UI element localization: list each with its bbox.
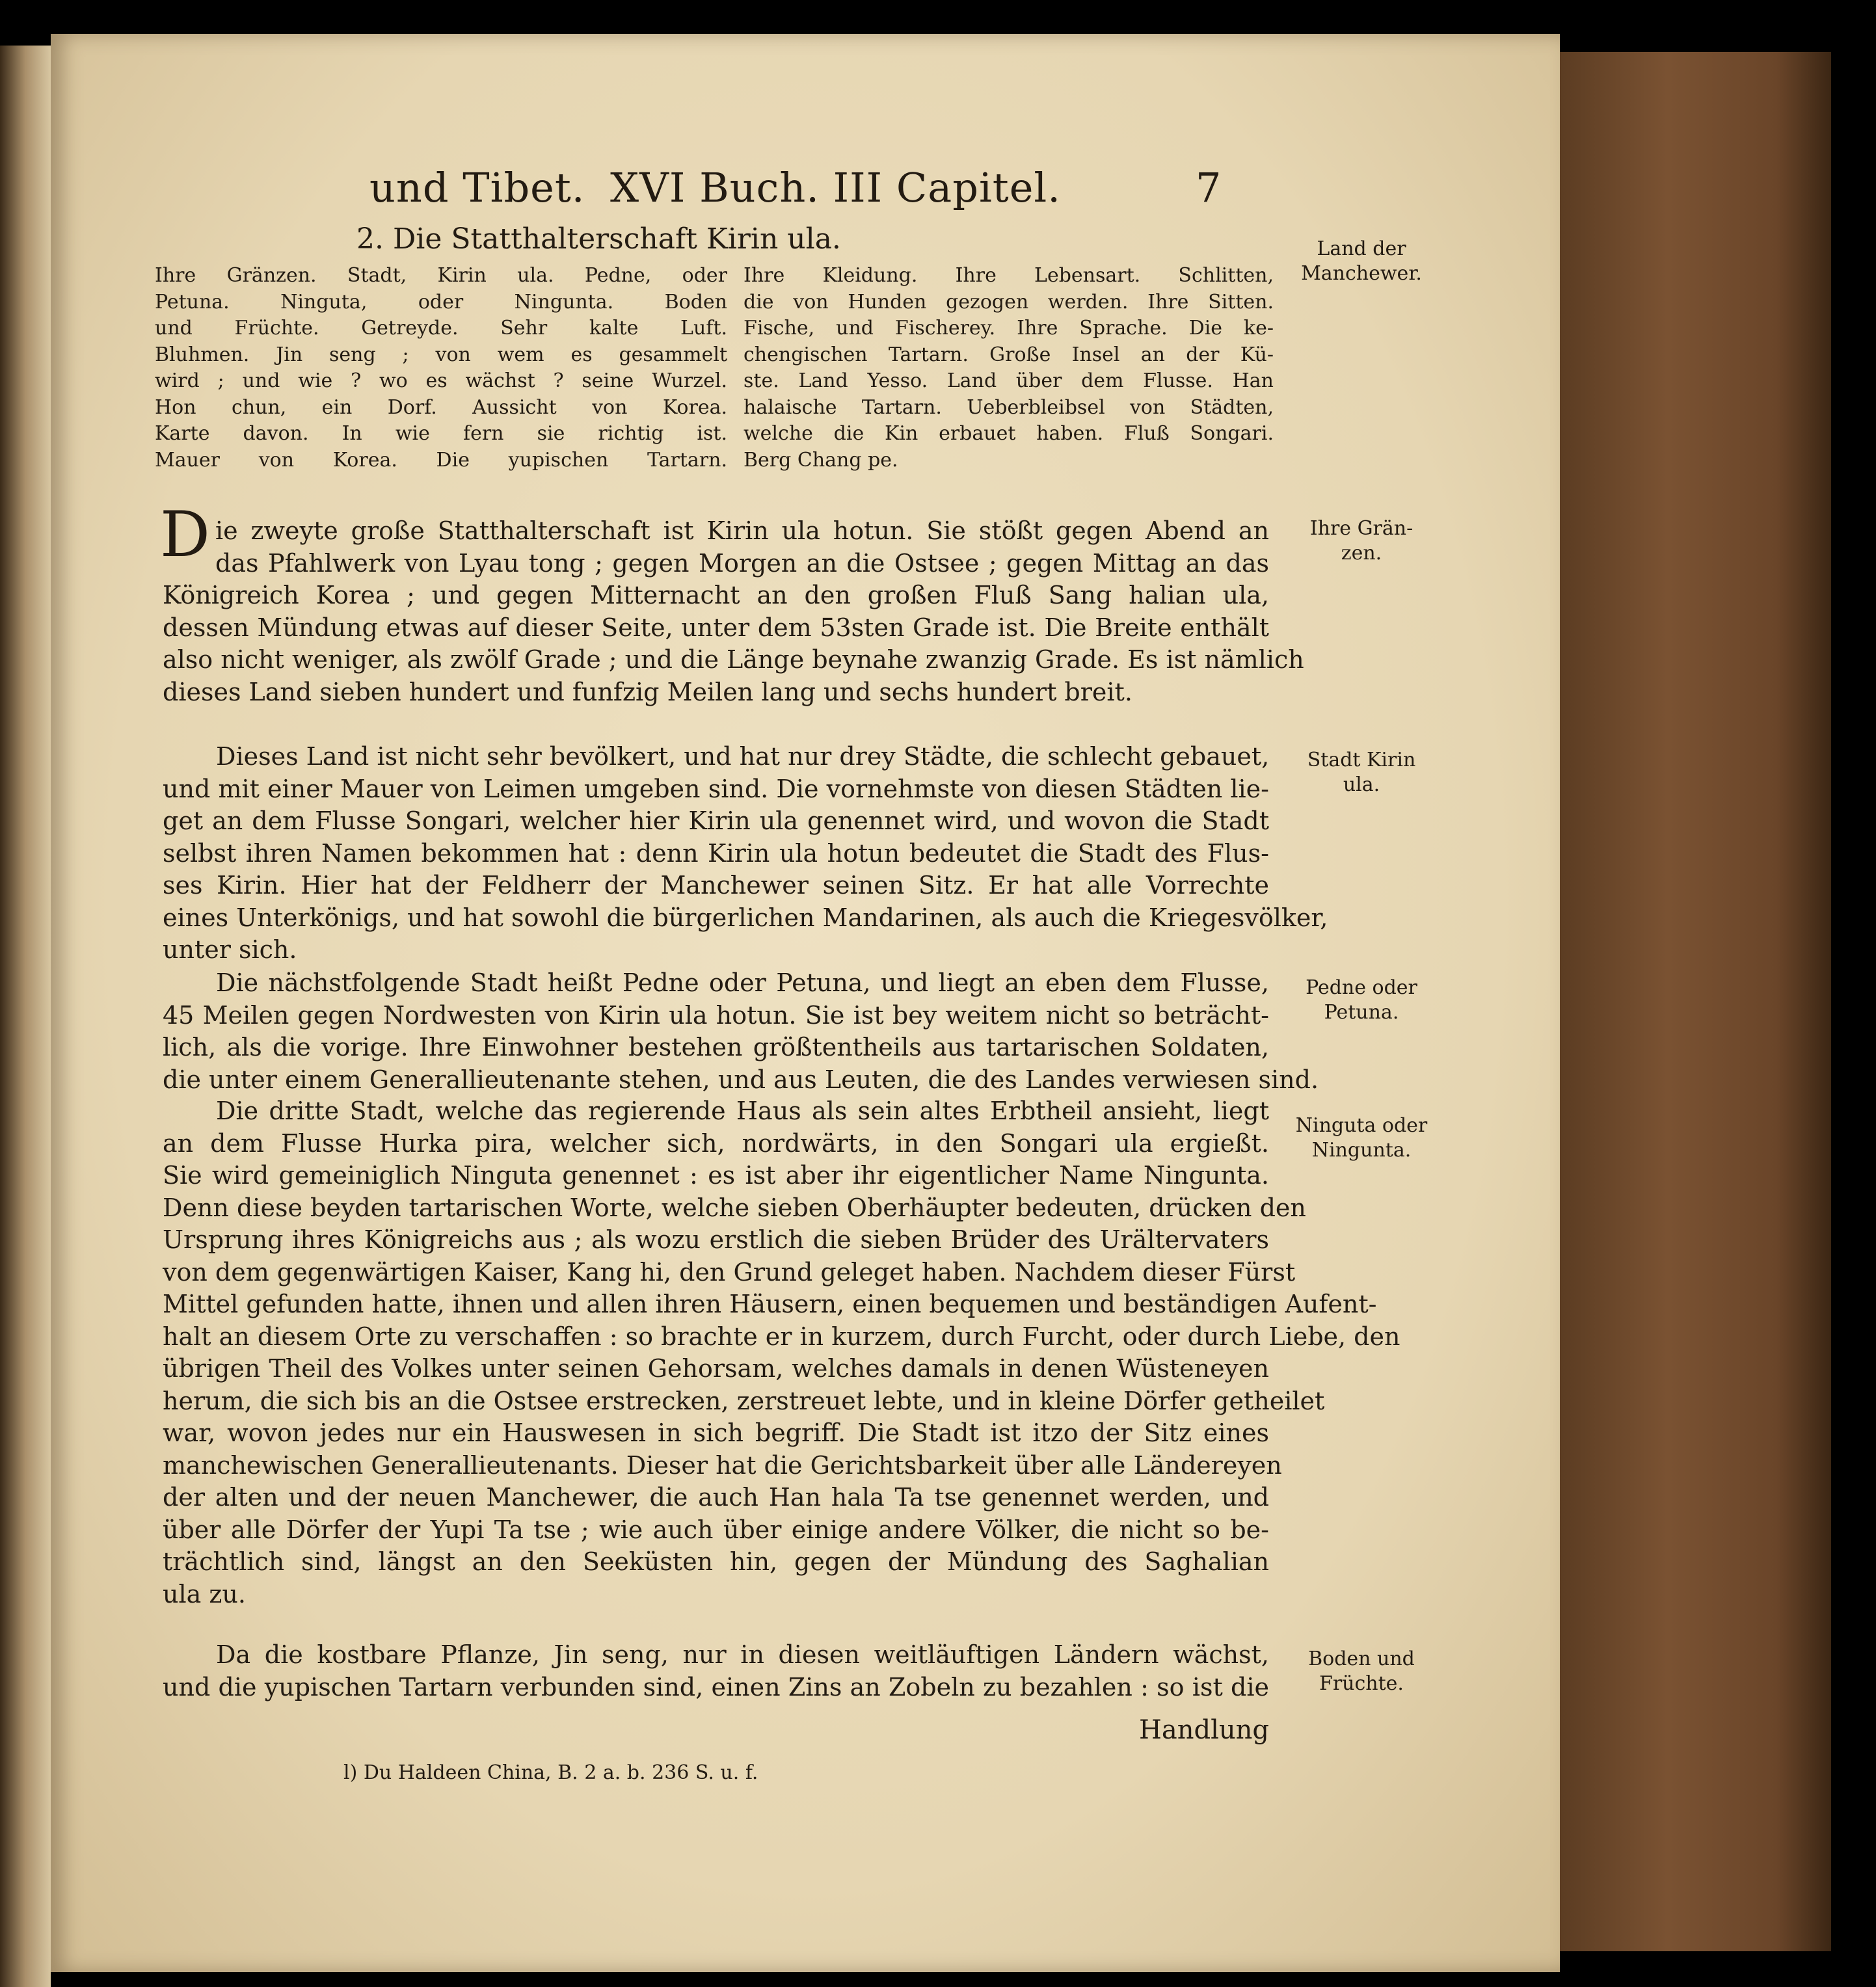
running-head-left: und Tibet. — [369, 164, 585, 211]
margin-note-boden: Boden und Früchte. — [1308, 1647, 1415, 1695]
book-page — [51, 34, 1560, 1972]
text-line: die unter einem Generallieutenante stehen, und aus Leuten, die des Landes verwiesen sind. — [163, 1065, 1319, 1094]
summary-line: Fische, und Fischerey. Ihre Sprache. Die ke- — [744, 317, 1274, 340]
paragraph-1 — [163, 580, 1304, 708]
summary-line: chengischen Tartarn. Große Insel an der Kü- — [744, 343, 1274, 366]
paragraph-5 — [163, 1639, 1269, 1703]
text-line: von dem gegenwärtigen Kaiser, Kang hi, den Grund geleget haben. Nachdem dieser Fürst — [163, 1257, 1296, 1287]
summary-line: Berg Chang pe. — [744, 448, 898, 472]
text-line: ses Kirin. Hier hat der Feldherr der Manchewer seinen Sitz. Er hat alle Vorrechte — [163, 871, 1269, 900]
text-line: manchewischen Generallieutenants. Dieser hat die Gerichtsbarkeit über alle Ländereyen — [163, 1450, 1282, 1480]
text-line: Mittel gefunden hatte, ihnen und allen ihren Häusern, einen bequemen und beständigen Aufent- — [163, 1290, 1377, 1318]
margin-note-land: Land der Manchewer. — [1301, 237, 1422, 285]
text-line: Da die kostbare Pflanze, Jin seng, nur in diesen weitläuftigen Ländern wächst, — [216, 1640, 1269, 1669]
summary-left-column — [155, 263, 727, 473]
text-line: also nicht weniger, als zwölf Grade ; und die Länge beynahe zwanzig Grade. Es ist nämlich — [163, 645, 1304, 674]
text-line: Die dritte Stadt, welche das regierende Haus als sein altes Erbtheil ansieht, liegt — [216, 1097, 1269, 1125]
page-number: 7 — [1196, 164, 1222, 211]
text-line: herum, die sich bis an die Ostsee erstrecken, zerstreuet lebte, und in kleine Dörfer getheilet — [163, 1386, 1325, 1415]
text-line: übrigen Theil des Volkes unter seinen Gehorsam, welches damals in denen Wüsteneyen — [163, 1354, 1269, 1383]
text-line: dieses Land sieben hundert und funfzig Meilen lang und sechs hundert breit. — [163, 677, 1132, 706]
margin-note-ninguta: Ninguta oder Ningunta. — [1295, 1114, 1428, 1162]
summary-line: Mauer von Korea. Die yupischen Tartarn. — [155, 448, 727, 472]
text-line: lich, als die vorige. Ihre Einwohner bestehen größtentheils aus tartarischen Soldaten, — [163, 1033, 1269, 1061]
text-line: Denn diese beyden tartarischen Worte, welche sieben Oberhäupter bedeuten, drücken den — [163, 1193, 1306, 1222]
text-line: an dem Flusse Hurka pira, welcher sich, nordwärts, in den Songari ula ergießt. — [163, 1128, 1269, 1158]
summary-line: ste. Land Yesso. Land über dem Flusse. Han — [744, 369, 1274, 392]
text-line: trächtlich sind, längst an den Seeküsten hin, gegen der Mündung des Saghalian — [163, 1547, 1269, 1576]
text-line: 45 Meilen gegen Nordwesten von Kirin ula hotun. Sie ist bey weitem nicht so beträcht- — [163, 1000, 1269, 1030]
text-line: Ursprung ihres Königreichs aus ; als wozu erstlich die sieben Brüder des Urältervaters — [163, 1225, 1269, 1254]
text-line: Königreich Korea ; und gegen Mitternacht an den großen Fluß Sang halian ula, — [163, 581, 1269, 609]
margin-note-pedne: Pedne oder Petuna. — [1306, 976, 1417, 1024]
paragraph-3 — [163, 967, 1319, 1096]
left-page-edge — [0, 46, 51, 1987]
margin-note-kirin: Stadt Kirin ula. — [1307, 749, 1416, 796]
summary-line: Ihre Kleidung. Ihre Lebensart. Schlitten, — [744, 264, 1274, 287]
text-line: und die yupischen Tartarn verbunden sind, einen Zins an Zobeln zu bezahlen : so ist die — [163, 1672, 1269, 1701]
summary-line: wird ; und wie ? wo es wächst ? seine Wurzel. — [155, 369, 727, 392]
catchword: Handlung — [1138, 1715, 1269, 1745]
text-line: über alle Dörfer der Yupi Ta tse ; wie auch über einige andere Völker, die nicht so be- — [163, 1515, 1269, 1544]
text-line: Dieses Land ist nicht sehr bevölkert, und hat nur drey Städte, die schlecht gebauet, — [216, 742, 1270, 771]
text-line: selbst ihren Namen bekommen hat : denn Kirin ula hotun bedeutet die Stadt des Flus- — [163, 838, 1269, 868]
running-head-center: XVI Buch. III Capitel. — [610, 164, 1061, 211]
summary-line: welche die Kin erbauet haben. Fluß Songari. — [744, 422, 1274, 445]
text-line: dessen Mündung etwas auf dieser Seite, unter dem 53sten Grade ist. Die Breite enthält — [163, 613, 1269, 642]
text-line: unter sich. — [163, 935, 297, 964]
text-line: das Pfahlwerk von Lyau tong ; gegen Morgen an die Ostsee ; gegen Mittag an das — [215, 548, 1269, 578]
text-line: eines Unterkönigs, und hat sowohl die bürgerlichen Mandarinen, als auch die Kriegesvölker, — [163, 903, 1328, 932]
drop-cap: D — [160, 498, 210, 571]
margin-note-graenzen: Ihre Grän- zen. — [1309, 517, 1414, 565]
summary-line: Ihre Gränzen. Stadt, Kirin ula. Pedne, oder — [155, 264, 727, 287]
summary-line: Bluhmen. Jin seng ; von wem es gesammelt — [155, 343, 727, 366]
text-line: und mit einer Mauer von Leimen umgeben sind. Die vornehmste von diesen Städten lie- — [163, 774, 1269, 803]
summary-line: und Früchte. Getreyde. Sehr kalte Luft. — [155, 317, 727, 340]
paragraph-1-opening — [215, 515, 1269, 580]
text-line: ie zweyte große Statthalterschaft ist Kirin ula hotun. Sie stößt gegen Abend an — [215, 516, 1269, 545]
text-line: war, wovon jedes nur ein Hauswesen in sich begriff. Die Stadt ist itzo der Sitz eines — [163, 1419, 1269, 1447]
paragraph-2 — [163, 741, 1328, 967]
summary-line: halaische Tartarn. Ueberbleibsel von Städten, — [744, 395, 1274, 419]
footnote: l) Du Haldeen China, B. 2 a. b. 236 S. u. f. — [343, 1761, 758, 1784]
summary-line: Hon chun, ein Dorf. Aussicht von Korea. — [155, 395, 727, 419]
summary-right-column — [744, 263, 1274, 473]
text-line: der alten und der neuen Manchewer, die auch Han hala Ta tse genennet werden, und — [163, 1483, 1269, 1512]
section-title: 2. Die Statthalterschaft Kirin ula. — [356, 222, 841, 256]
text-line: Sie wird gemeiniglich Ninguta genennet : es ist aber ihr eigentlicher Name Ningunta. — [163, 1161, 1269, 1190]
book-cover — [1558, 52, 1831, 1951]
summary-line: Petuna. Ninguta, oder Ningunta. Boden — [155, 290, 727, 313]
text-line: get an dem Flusse Songari, welcher hier Kirin ula genennet wird, und wovon die Stadt — [163, 807, 1269, 835]
text-line: ula zu. — [163, 1579, 246, 1608]
summary-line: die von Hunden gezogen werden. Ihre Sitten. — [744, 290, 1274, 313]
summary-line: Karte davon. In wie fern sie richtig ist. — [155, 422, 727, 445]
text-line: Die nächstfolgende Stadt heißt Pedne oder Petuna, und liegt an eben dem Flusse, — [216, 968, 1269, 997]
text-line: halt an diesem Orte zu verschaffen : so brachte er in kurzem, durch Furcht, oder durch Liebe, den — [163, 1322, 1400, 1351]
